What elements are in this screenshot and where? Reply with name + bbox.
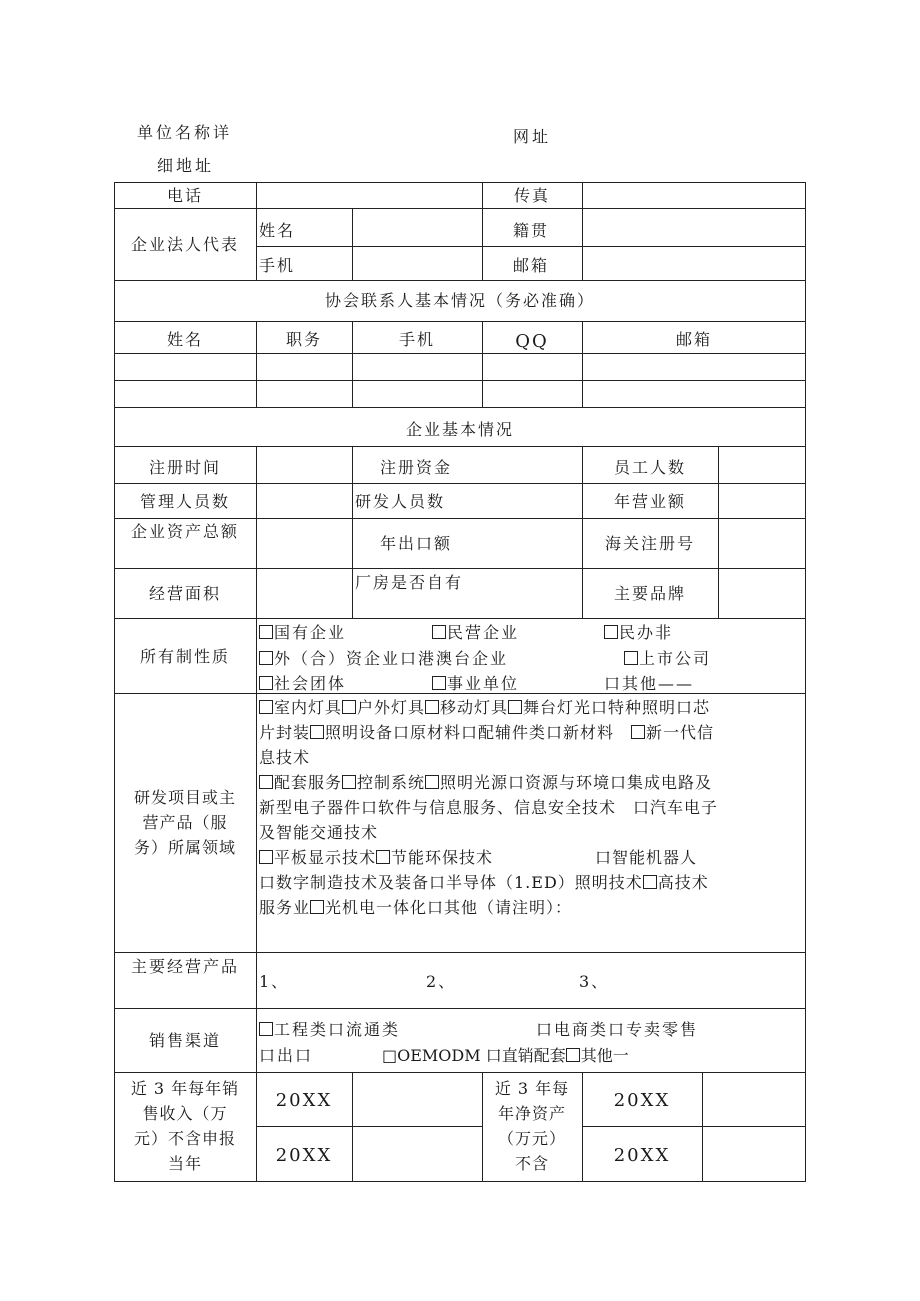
contact-col-qq: QQ <box>515 331 549 352</box>
customs-no-label: 海关注册号 <box>604 534 695 553</box>
checkbox-icon[interactable] <box>259 651 273 665</box>
sales-channel-line-2: □OEMODM 口直销配套 其他一 <box>382 1046 629 1065</box>
basic-info-title: 企业基本情况 <box>405 420 514 439</box>
checkbox-icon[interactable] <box>604 625 618 639</box>
legal-rep-email-label: 邮箱 <box>513 256 550 275</box>
net-assets-label: 近 3 年每 年净资产 （万元） 不含 <box>494 1079 570 1173</box>
column-divider <box>352 446 353 618</box>
row-divider <box>114 618 806 619</box>
revenue-year-1: 20XX <box>275 1090 333 1111</box>
fax-label: 传真 <box>513 186 550 205</box>
rd-field-line: 新型电子器件口软件与信息服务、信息安全技术 口汽车电子 <box>259 798 719 817</box>
reg-capital-label: 注册资金 <box>380 458 453 477</box>
legal-rep-label: 企业法人代表 <box>130 235 239 254</box>
checkbox-icon[interactable] <box>259 625 273 639</box>
checkbox-icon[interactable] <box>259 850 273 864</box>
staff-count-label: 员工人数 <box>613 458 686 477</box>
row-divider <box>114 208 806 209</box>
rd-field-line: 及智能交通技术 <box>259 823 379 842</box>
ownership-option-other[interactable]: 口其他—— <box>604 674 695 693</box>
column-divider <box>352 1072 353 1182</box>
checkbox-icon[interactable] <box>643 875 657 889</box>
row-divider <box>114 952 806 953</box>
sales-channel-label: 销售渠道 <box>148 1031 221 1050</box>
ownership-option-listed[interactable]: 上市公司 <box>624 649 711 669</box>
contact-col-mobile: 手机 <box>398 330 435 349</box>
row-divider <box>256 246 806 247</box>
total-assets-label: 企业资产总额 <box>130 522 239 541</box>
checkbox-icon[interactable] <box>425 700 439 714</box>
column-divider <box>352 208 353 280</box>
main-product-2[interactable]: 2、 <box>426 972 457 991</box>
column-divider <box>256 182 257 280</box>
rd-field-label: 研发项目或主 营产品（服 务）所属领域 <box>133 788 236 857</box>
contact-col-name: 姓名 <box>166 330 203 349</box>
row-divider <box>114 380 806 381</box>
checkbox-icon[interactable] <box>624 651 638 665</box>
sales-channel-line-1: 工程类口流通类 <box>259 1020 400 1040</box>
row-divider <box>114 407 806 408</box>
unit-name-label: 单位名称详 <box>137 123 233 142</box>
column-divider <box>718 446 719 618</box>
checkbox-icon[interactable] <box>259 775 273 789</box>
checkbox-icon[interactable] <box>259 676 273 690</box>
row-divider <box>114 280 806 281</box>
main-brand-label: 主要品牌 <box>613 584 686 603</box>
ownership-option-social[interactable]: 社会团体 <box>259 674 346 694</box>
row-divider <box>114 568 806 569</box>
column-divider <box>582 182 583 280</box>
main-product-1[interactable]: 1、 <box>259 972 290 991</box>
assoc-contact-title: 协会联系人基本情况（务必准确） <box>324 291 595 310</box>
rd-field-line: 平板显示技术 节能环保技术 口智能机器人 <box>259 845 804 870</box>
contact-col-position: 职务 <box>285 330 322 349</box>
mgmt-staff-label: 管理人员数 <box>139 492 230 511</box>
legal-rep-mobile-label: 手机 <box>259 256 296 275</box>
checkbox-icon[interactable] <box>432 676 446 690</box>
checkbox-icon[interactable] <box>310 900 324 914</box>
column-divider <box>702 1072 703 1182</box>
row-divider <box>114 1008 806 1009</box>
checkbox-icon[interactable] <box>259 700 273 714</box>
column-divider <box>256 446 257 618</box>
checkbox-icon[interactable] <box>376 850 390 864</box>
checkbox-icon[interactable] <box>432 625 446 639</box>
ownership-option-institution[interactable]: 事业单位 <box>432 674 519 694</box>
rd-staff-label: 研发人员数 <box>355 492 446 511</box>
sales-channel-export[interactable]: 口出口 <box>259 1046 314 1065</box>
ownership-label: 所有制性质 <box>139 647 230 666</box>
column-divider <box>256 618 257 1072</box>
checkbox-icon[interactable] <box>342 775 356 789</box>
rd-field-line: 息技术 <box>259 748 311 767</box>
ownership-option-private[interactable]: 民营企业 <box>432 623 519 643</box>
legal-rep-name-label: 姓名 <box>259 221 296 240</box>
operating-area-label: 经营面积 <box>148 584 221 603</box>
checkbox-icon[interactable] <box>508 700 522 714</box>
sales-revenue-label: 近 3 年每年销 售收入（万 元）不含申报 当年 <box>130 1079 240 1173</box>
phone-label: 电话 <box>166 186 203 205</box>
checkbox-icon[interactable] <box>631 725 645 739</box>
rd-field-line: 口数字制造技术及装备口半导体（1.ED）照明技术 高技术 <box>259 873 709 892</box>
revenue-year-2: 20XX <box>275 1145 333 1166</box>
row-divider <box>582 1126 806 1127</box>
checkbox-icon[interactable] <box>342 700 356 714</box>
rd-field-line: 片封装 照明设备口原材料口配辅件类口新材料 新一代信 <box>259 723 715 742</box>
main-product-3[interactable]: 3、 <box>579 972 610 991</box>
row-divider <box>114 446 806 447</box>
checkbox-icon[interactable] <box>566 1048 580 1062</box>
annual-export-label: 年出口额 <box>380 534 453 553</box>
contact-col-email: 邮箱 <box>675 330 712 349</box>
net-assets-year-2: 20XX <box>613 1145 671 1166</box>
net-assets-year-1: 20XX <box>613 1090 671 1111</box>
row-divider <box>114 518 806 519</box>
ownership-option-nonprofit[interactable]: 民办非 <box>604 623 673 643</box>
checkbox-icon[interactable] <box>259 1022 273 1036</box>
rd-field-line: 服务业 光机电一体化口其他（请注明）： <box>259 898 573 917</box>
own-plant-label: 厂房是否自有 <box>355 573 464 592</box>
ownership-option-state[interactable]: 国有企业 <box>259 623 346 643</box>
checkbox-icon[interactable] <box>425 775 439 789</box>
rd-field-options <box>259 695 804 920</box>
row-divider <box>114 483 806 484</box>
row-divider <box>256 1126 482 1127</box>
native-place-label: 籍贯 <box>513 221 550 240</box>
checkbox-icon[interactable] <box>310 725 324 739</box>
row-divider <box>114 353 806 354</box>
annual-revenue-label: 年营业额 <box>613 492 686 511</box>
rd-field-line: 室内灯具 户外灯具 移动灯具 舞台灯光口特种照明口芯 <box>259 695 804 720</box>
row-divider <box>114 321 806 322</box>
ownership-option-foreign[interactable]: 外（合）资企业口港澳台企业 <box>259 649 508 669</box>
reg-time-label: 注册时间 <box>148 458 221 477</box>
detail-address-label: 细地址 <box>157 156 215 175</box>
main-products-label: 主要经营产品 <box>130 957 239 976</box>
sales-channel-ecommerce[interactable]: 口电商类口专卖零售 <box>536 1020 699 1039</box>
website-label: 网址 <box>513 127 552 146</box>
rd-field-line: 配套服务 控制系统 照明光源口资源与环境口集成电路及 <box>259 770 804 795</box>
